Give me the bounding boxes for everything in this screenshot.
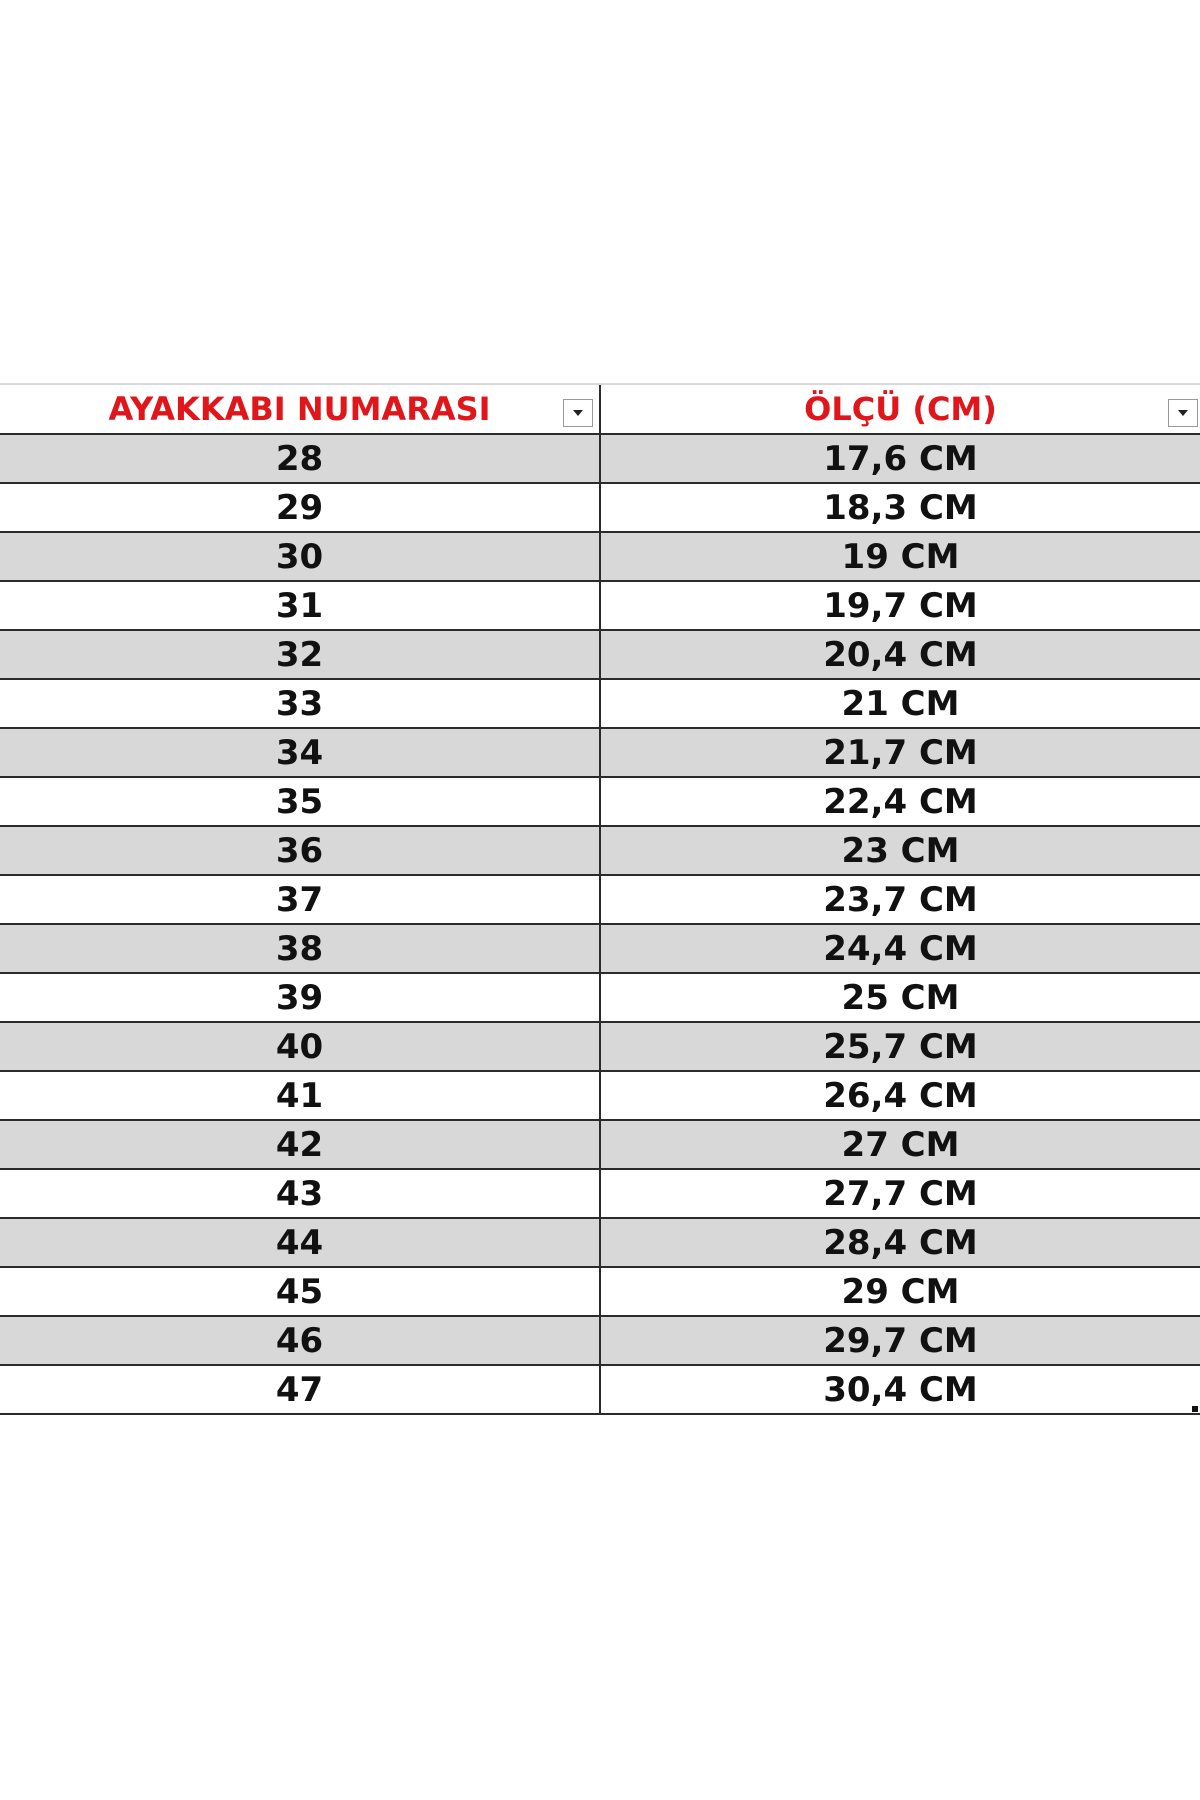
cell-shoe-size[interactable]: 40 bbox=[0, 1023, 601, 1070]
table-row bbox=[0, 1268, 1200, 1317]
cell-shoe-size[interactable]: 47 bbox=[0, 1366, 601, 1413]
cell-shoe-size[interactable]: 46 bbox=[0, 1317, 601, 1364]
table-row bbox=[0, 1170, 1200, 1219]
table-row bbox=[0, 484, 1200, 533]
table-row bbox=[0, 1366, 1200, 1415]
cell-shoe-size[interactable]: 41 bbox=[0, 1072, 601, 1119]
cell-shoe-size[interactable]: 42 bbox=[0, 1121, 601, 1168]
cell-measurement[interactable]: 17,6 CM bbox=[823, 438, 978, 479]
table-row bbox=[0, 533, 1200, 582]
table-header-row bbox=[0, 384, 1200, 435]
cell-shoe-size[interactable]: 45 bbox=[0, 1268, 601, 1315]
table-row bbox=[0, 680, 1200, 729]
table-row bbox=[0, 778, 1200, 827]
table-body bbox=[0, 435, 1200, 1415]
size-table bbox=[0, 383, 1200, 1415]
cell-measurement[interactable]: 29 CM bbox=[841, 1271, 960, 1312]
cell-measurement[interactable]: 28,4 CM bbox=[823, 1222, 978, 1263]
cell-measurement[interactable]: 29,7 CM bbox=[823, 1320, 978, 1361]
cell-shoe-size[interactable]: 32 bbox=[0, 631, 601, 678]
table-row bbox=[0, 1317, 1200, 1366]
resize-handle-icon[interactable] bbox=[1192, 1406, 1198, 1412]
table-row bbox=[0, 582, 1200, 631]
cell-measurement[interactable]: 25,7 CM bbox=[823, 1026, 978, 1067]
table-row bbox=[0, 729, 1200, 778]
cell-measurement[interactable]: 19 CM bbox=[841, 536, 960, 577]
table-row bbox=[0, 1121, 1200, 1170]
table-row bbox=[0, 827, 1200, 876]
dropdown-arrow-icon bbox=[1178, 410, 1188, 416]
cell-measurement[interactable]: 20,4 CM bbox=[823, 634, 978, 675]
header-label-shoe-size: AYAKKABI NUMARASI bbox=[108, 390, 491, 428]
cell-shoe-size[interactable]: 39 bbox=[0, 974, 601, 1021]
cell-measurement[interactable]: 18,3 CM bbox=[823, 487, 978, 528]
header-label-measurement: ÖLÇÜ (CM) bbox=[804, 390, 997, 428]
cell-shoe-size[interactable]: 30 bbox=[0, 533, 601, 580]
table-row bbox=[0, 876, 1200, 925]
cell-shoe-size[interactable]: 33 bbox=[0, 680, 601, 727]
cell-measurement[interactable]: 23,7 CM bbox=[823, 879, 978, 920]
header-cell-measurement bbox=[601, 385, 1200, 433]
cell-measurement[interactable]: 27 CM bbox=[841, 1124, 960, 1165]
cell-shoe-size[interactable]: 29 bbox=[0, 484, 601, 531]
cell-shoe-size[interactable]: 44 bbox=[0, 1219, 601, 1266]
table-row bbox=[0, 1072, 1200, 1121]
table-row bbox=[0, 1219, 1200, 1268]
cell-shoe-size[interactable]: 37 bbox=[0, 876, 601, 923]
cell-measurement[interactable]: 27,7 CM bbox=[823, 1173, 978, 1214]
cell-measurement[interactable]: 22,4 CM bbox=[823, 781, 978, 822]
cell-measurement[interactable]: 21 CM bbox=[841, 683, 960, 724]
table-row bbox=[0, 974, 1200, 1023]
cell-shoe-size[interactable]: 31 bbox=[0, 582, 601, 629]
cell-shoe-size[interactable]: 35 bbox=[0, 778, 601, 825]
cell-measurement[interactable]: 21,7 CM bbox=[823, 732, 978, 773]
cell-measurement[interactable]: 19,7 CM bbox=[823, 585, 978, 626]
header-cell-shoe-size bbox=[0, 385, 601, 433]
cell-measurement[interactable]: 25 CM bbox=[841, 977, 960, 1018]
cell-measurement[interactable]: 24,4 CM bbox=[823, 928, 978, 969]
filter-button-measurement[interactable] bbox=[1168, 399, 1198, 427]
cell-shoe-size[interactable]: 34 bbox=[0, 729, 601, 776]
filter-button-shoe-size[interactable] bbox=[563, 399, 593, 427]
cell-shoe-size[interactable]: 28 bbox=[0, 435, 601, 482]
cell-measurement[interactable]: 30,4 CM bbox=[601, 1366, 1200, 1413]
cell-shoe-size[interactable]: 43 bbox=[0, 1170, 601, 1217]
cell-shoe-size[interactable]: 36 bbox=[0, 827, 601, 874]
cell-measurement[interactable]: 23 CM bbox=[841, 830, 960, 871]
table-row bbox=[0, 1023, 1200, 1072]
dropdown-arrow-icon bbox=[573, 410, 583, 416]
cell-shoe-size[interactable]: 38 bbox=[0, 925, 601, 972]
cell-measurement[interactable]: 26,4 CM bbox=[823, 1075, 978, 1116]
table-row bbox=[0, 925, 1200, 974]
table-row bbox=[0, 435, 1200, 484]
table-row bbox=[0, 631, 1200, 680]
